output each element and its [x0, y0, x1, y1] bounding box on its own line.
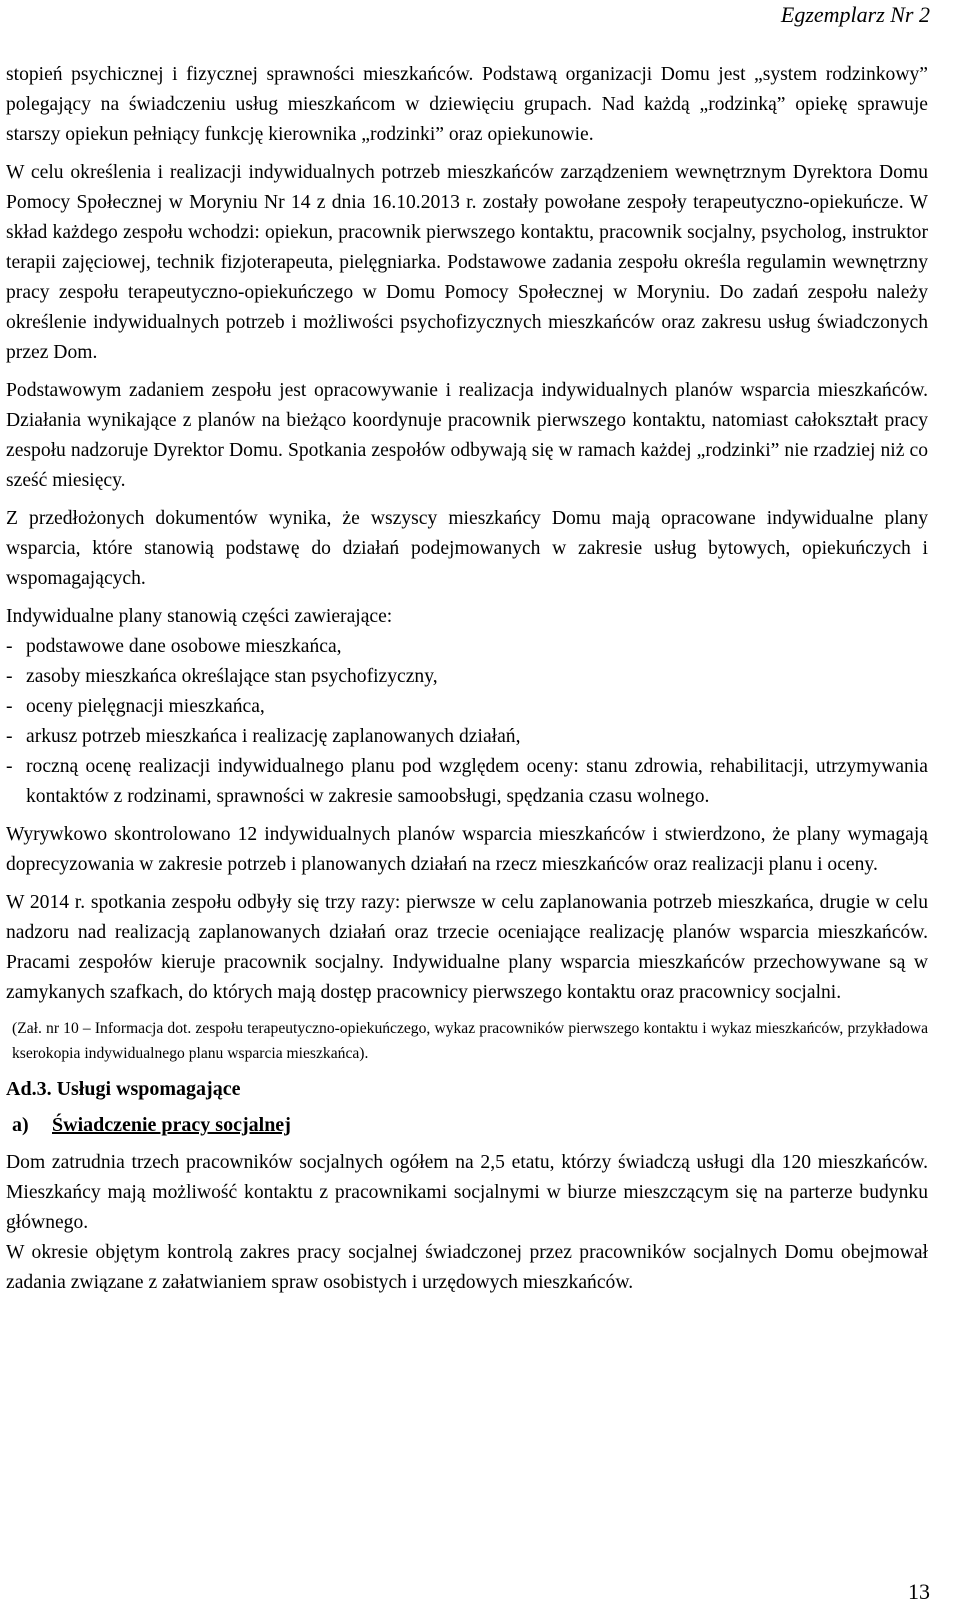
paragraph-documents: Z przedłożonych dokumentów wynika, że wszyscy mieszkańcy Domu mają opracowane indywidualne plany wsparcia, które stanowią podstawę do działań podejmowanych w zakresie usług bytowych, opiekuńczych i wspomagających. — [6, 508, 928, 589]
list-item: - zasoby mieszkańca określające stan psychofizyczny, — [6, 662, 928, 692]
paragraph-social-work-scope: W okresie objętym kontrolą zakres pracy socjalnej świadczonej przez pracowników socjalnych Domu obejmował zadania związane z załatwianiem spraw osobistych i urzędowych mieszkańców. — [6, 1242, 928, 1293]
paragraph-therapy-teams: W celu określenia i realizacji indywidualnych potrzeb mieszkańców zarządzeniem wewnętrznym Dyrektora Domu Pomocy Społecznej w Moryniu Nr 14 z dnia 16.10.2013 r. zostały powołane zespoły terapeutyczno-opiekuńcze. W skład każdego zespołu wchodzi: opiekun, pracownik pierwszego kontaktu, pracownik socjalny, psycholog, instruktor terapii zajęciowej, technik fizjoterapeuta, pielęgniarka. Podstawowe zadania zespołu określa regulamin wewnętrzny pracy zespołu terapeutyczno-opiekuńczego w Domu Pomocy Społecznej w Moryniu. Do zadań zespołu należy określenie indywidualnych potrzeb i możliwości psychofizycznych mieszkańców oraz zakresu usług świadczonych przez Dom. — [6, 162, 928, 363]
paragraph-team-tasks: Podstawowym zadaniem zespołu jest opracowywanie i realizacja indywidualnych planów wsparcia mieszkańców. Działania wynikające z planów na bieżąco koordynuje pracownik pierwszego kontaktu, natomiast całokształt pracy zespołu nadzoruje Dyrektor Domu. Spotkania zespołów odbywają się w ramach każdej „rodzinki” nie rzadziej niż co sześć miesięcy. — [6, 380, 928, 491]
subsection-title: Świadczenie pracy socjalnej — [52, 1114, 291, 1136]
section-heading: Ad.3. Usługi wspomagające — [6, 1078, 241, 1100]
subsection-heading — [6, 1110, 928, 1140]
paragraph-family-system: stopień psychicznej i fizycznej sprawności mieszkańców. Podstawą organizacji Domu jest „system rodzinkowy” polegający na świadczeniu usług mieszkańcom w dziewięciu grupach. Nad każdą „rodzinką” opiekę sprawuje starszy opiekun pełniący funkcję kierownika „rodzinki” oraz opiekunowie. — [6, 64, 928, 145]
plan-parts-list — [6, 632, 928, 812]
dash-bullet: - — [6, 756, 13, 777]
list-item: - podstawowe dane osobowe mieszkańca, — [6, 632, 928, 662]
paragraph-social-workers: Dom zatrudnia trzech pracowników socjalnych ogółem na 2,5 etatu, którzy świadczą usługi dla 120 mieszkańców. Mieszkańcy mają możliwość kontaktu z pracownikami socjalnymi w biurze mieszczącym się na parterze budynku głównego. — [6, 1152, 928, 1233]
document-header: Egzemplarz Nr 2 — [780, 2, 930, 27]
list-item: - arkusz potrzeb mieszkańca i realizację zaplanowanych działań, — [6, 722, 928, 752]
list-item: - roczną ocenę realizacji indywidualnego planu pod względem oceny: stanu zdrowia, rehabilitacji, utrzymywania kontaktów z rodzinami, sprawności w zakresie samoobsługi, spędzania czasu wolnego. — [6, 752, 928, 812]
dash-bullet: - — [6, 636, 13, 657]
dash-bullet: - — [6, 696, 13, 717]
paragraph-meetings-2014: W 2014 r. spotkania zespołu odbyły się trzy razy: pierwsze w celu zaplanowania potrzeb mieszkańca, drugie w celu nadzoru nad realizacją zaplanowanych działań oraz trzecie oceniające realizację planów wsparcia mieszkańców. Pracami zespołów kieruje pracownik socjalny. Indywidualne plany wsparcia mieszkańców przechowywane są w zamykanych szafkach, do których mają dostęp pracownicy pierwszego kontaktu oraz pracownicy socjalni. — [6, 892, 928, 1003]
list-item: - oceny pielęgnacji mieszkańca, — [6, 692, 928, 722]
document-body — [6, 60, 928, 1306]
paragraph-sample-check: Wyrywkowo skontrolowano 12 indywidualnych planów wsparcia mieszkańców i stwierdzono, że plany wymagają doprecyzowania w zakresie potrzeb i planowanych działań na rzecz mieszkańców oraz realizacji planu i oceny. — [6, 824, 928, 875]
subsection-label: a) — [12, 1114, 29, 1136]
attachment-note: (Zał. nr 10 – Informacja dot. zespołu terapeutyczno-opiekuńczego, wykaz pracowników pierwszego kontaktu i wykaz mieszkańców, przykładowa kserokopia indywidualnego planu wsparcia mieszkańca). — [12, 1020, 928, 1062]
paragraph-plan-parts-intro: Indywidualne plany stanowią części zawierające: — [6, 606, 393, 627]
dash-bullet: - — [6, 726, 13, 747]
dash-bullet: - — [6, 666, 13, 687]
page-number: 13 — [908, 1579, 930, 1604]
